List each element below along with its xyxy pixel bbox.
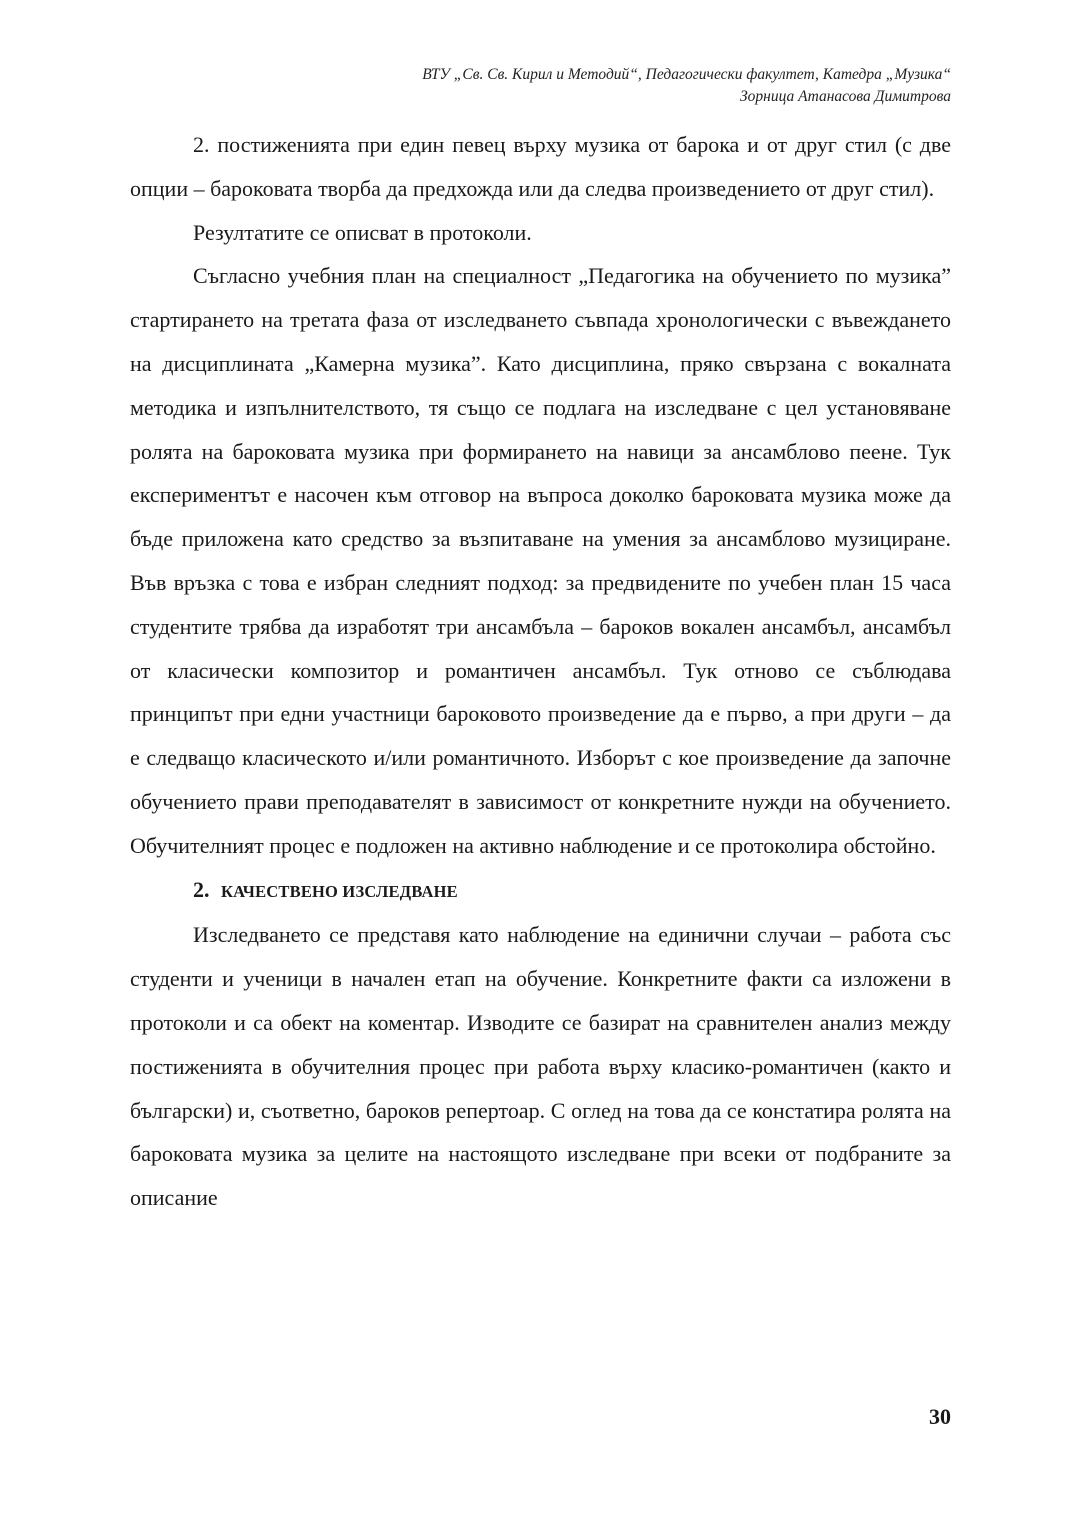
section-title: КАЧЕСТВЕНО ИЗСЛЕДВАНЕ xyxy=(221,881,458,901)
page-number: 30 xyxy=(929,1404,951,1429)
paragraph-2: Резултатите се описват в протоколи. xyxy=(193,219,532,245)
paragraph-1: 2. постиженията при един певец върху музика от барока и от друг стил (с две опции – бароковата творба да предхожда или да следва произведението от друг стил). xyxy=(130,132,951,201)
section-heading xyxy=(130,868,951,914)
running-header xyxy=(422,64,951,108)
header-author-line: Зорница Атанасова Димитрова xyxy=(739,88,951,105)
main-text xyxy=(130,123,951,1220)
paragraph-3: Съгласно учебния план на специалност „Педагогика на обучението по музика” стартирането на третата фаза от изследването съвпада хронологически с въвеждането на дисциплината „Камерна музика”. Като дисциплина, пряко свързана с вокалната методика и изпълнителството, тя също се подлага на изследване с цел установяване ролята на бароковата музика при формирането на навици за ансамблово пеене. Тук експериментът е насочен към отговор на въпроса доколко бароковата музика може да бъде приложена като средство за възпитаване на умения за ансамблово музициране. Във връзка с това е избран следният подход: за предвидените по учебен план 15 часа студентите трябва да изработят три ансамбъла – бароков вокален ансамбъл, ансамбъл от класически композитор и романтичен ансамбъл. Тук отново се съблюдава принципът при едни участници бароковото произведение да е първо, а при други – да е следващо класическото и/или романтичното. Изборът с кое произведение да започне обучението прави преподавателят в зависимост от конкретните нужди на обучението. Обучителният процес е подложен на активно наблюдение и се протоколира обстойно. xyxy=(130,263,951,858)
paragraph-4: Изследването се представя като наблюдение на единични случаи – работа със студенти и ученици в начален етап на обучение. Конкретните факти са изложени в протоколи и са обект на коментар. Изводите се базират на сравнителен анализ между постиженията в обучителния процес при работа върху класико-романтичен (както и български) и, съответно, бароков репертоар. С оглед на това да се констатира ролята на бароковата музика за целите на настоящото изследване при всеки от подбраните за описание xyxy=(130,922,951,1211)
header-institution-line: ВТУ „Св. Св. Кирил и Методий“, Педагогически факултет, Катедра „Музика“ xyxy=(422,66,951,83)
section-number: 2. xyxy=(193,876,210,902)
